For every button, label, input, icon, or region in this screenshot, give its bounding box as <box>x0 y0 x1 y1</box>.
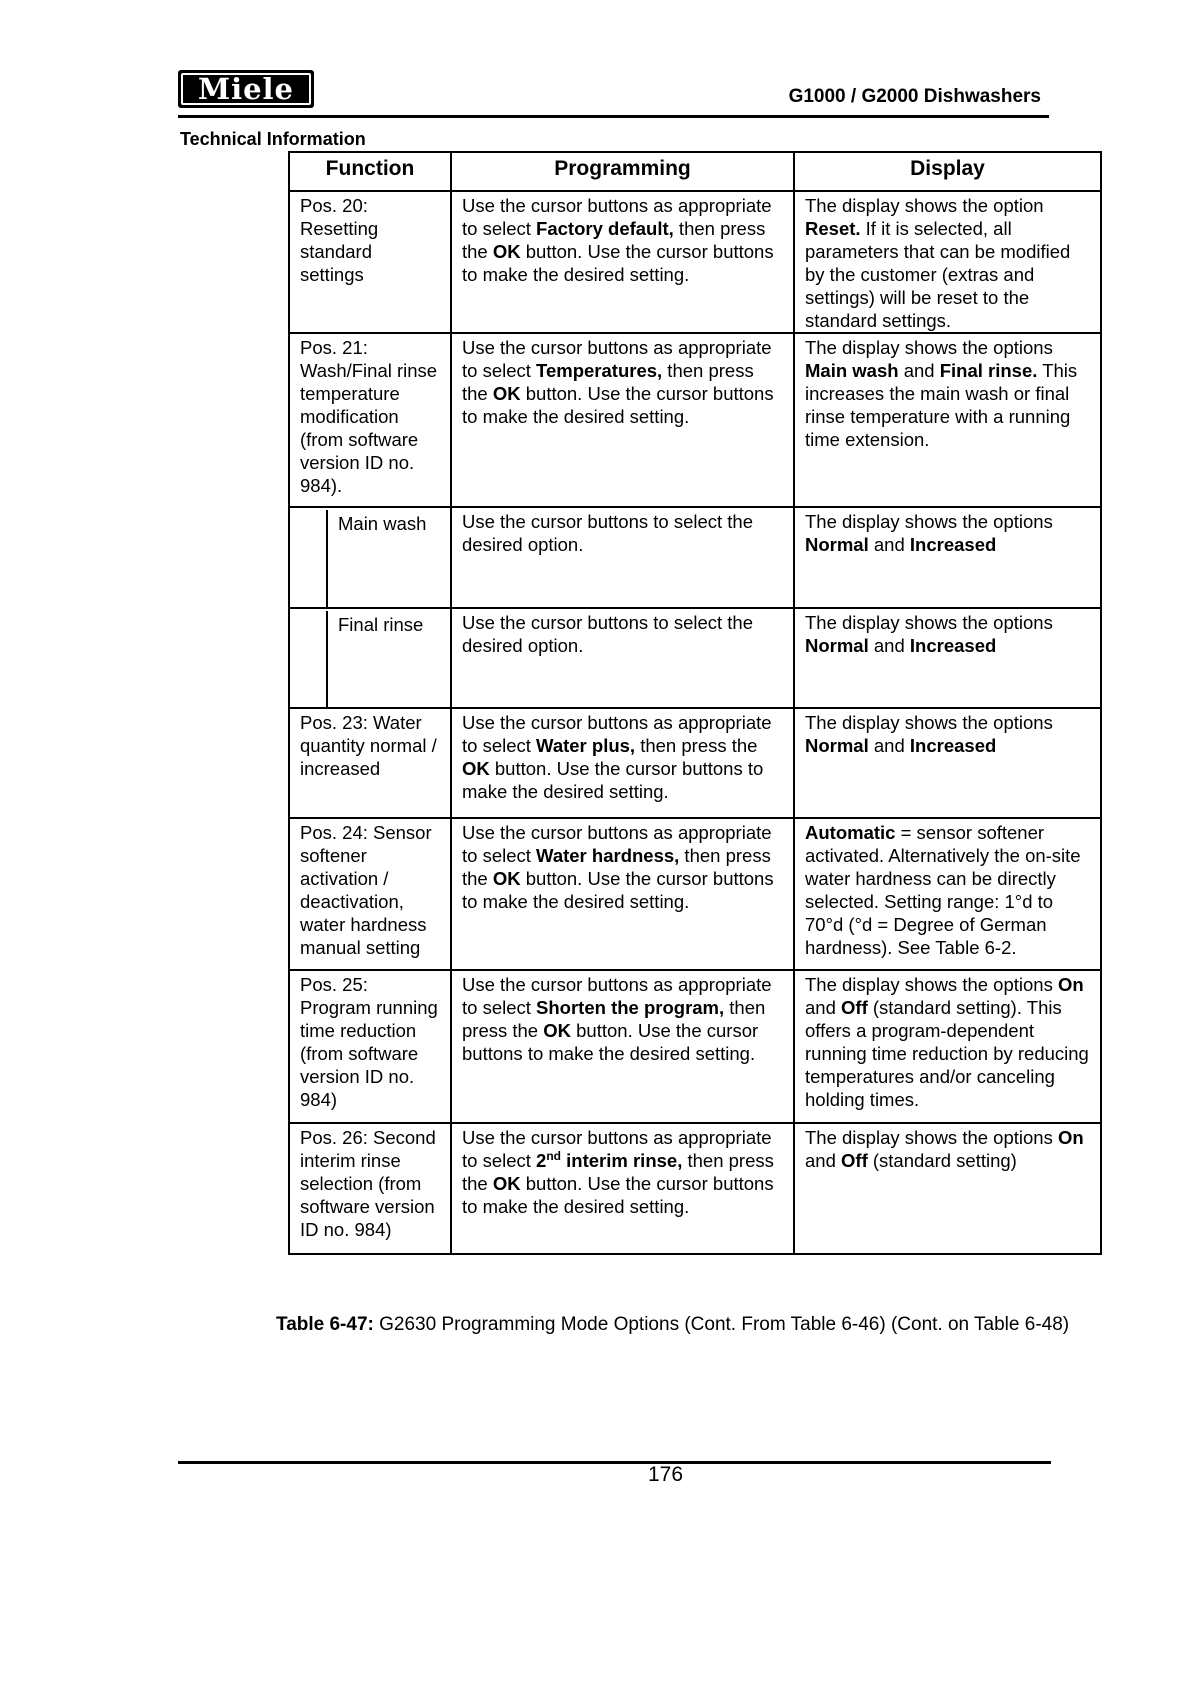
section-title: Technical Information <box>180 129 366 149</box>
function-cell: Pos. 20: Resetting standard settings <box>289 191 451 333</box>
sub-function-label: Final rinse <box>338 614 424 635</box>
text-run: Use the cursor buttons as appropriate to select <box>462 974 772 1018</box>
bold-text: Off <box>841 997 868 1018</box>
bold-text: OK <box>462 758 490 779</box>
bold-text: Temperatures, <box>536 360 663 381</box>
display-cell <box>794 333 1101 507</box>
programming-cell <box>451 708 794 818</box>
display-cell <box>794 708 1101 818</box>
bold-text: Shorten the program, <box>536 997 725 1018</box>
bold-text: Water plus, <box>536 735 636 756</box>
text-run: button. Use the cursor buttons to make the desired setting. <box>462 1173 774 1217</box>
sub-function-label: Main wash <box>338 513 427 534</box>
bold-text: Increased <box>909 735 997 756</box>
document-title: G1000 / G2000 Dishwashers <box>788 86 1041 107</box>
bold-text: On <box>1057 1127 1084 1148</box>
programming-cell <box>451 1123 794 1254</box>
table-row <box>289 608 1101 708</box>
bold-text: 2 <box>536 1150 547 1171</box>
text-run: then press the <box>462 845 771 889</box>
text-run: (standard setting). This offers a program-dependent running time reduction by reducing temperatures and/or canceling holding times. <box>805 997 1089 1110</box>
programming-cell <box>451 818 794 970</box>
programming-cell <box>451 333 794 507</box>
text-run: Use the cursor buttons as appropriate to select <box>462 195 772 239</box>
caption-label: Table 6-47: <box>276 1314 374 1335</box>
function-cell <box>289 507 451 608</box>
text-run: button. Use the cursor buttons to make the desired setting. <box>462 758 764 802</box>
bold-text: Increased <box>909 534 997 555</box>
bold-text: OK <box>492 868 521 889</box>
text-run: then press the <box>462 218 766 262</box>
text-run: button. Use the cursor buttons to make the desired setting. <box>462 241 774 285</box>
text-run: Use the cursor buttons to select the desired option. <box>462 612 754 656</box>
programming-cell <box>451 970 794 1123</box>
bold-text: Factory default, <box>536 218 674 239</box>
display-cell <box>794 970 1101 1123</box>
text-run: button. Use the cursor buttons to make the desired setting. <box>462 1020 759 1064</box>
text-run: and <box>805 1150 842 1171</box>
text-run: The display shows the options <box>805 511 1053 532</box>
text-run: This increases the main wash or final rinse temperature with a running time extension. <box>805 360 1078 450</box>
text-run: The display shows the options <box>805 712 1053 733</box>
function-cell: Pos. 23: Water quantity normal / increased <box>289 708 451 818</box>
programming-cell <box>451 608 794 708</box>
table-row <box>289 507 1101 608</box>
table-row <box>289 191 1101 333</box>
bold-text: OK <box>492 383 521 404</box>
superscript-text: nd <box>546 1148 562 1163</box>
text-run: and <box>898 360 940 381</box>
function-cell: Pos. 25: Program running time reduction (from software version ID no. 984) <box>289 970 451 1123</box>
miele-logo <box>178 70 314 108</box>
table-header-row <box>289 152 1101 191</box>
bold-text: Automatic <box>805 822 896 843</box>
table-row <box>289 818 1101 970</box>
text-run: then press the <box>635 735 758 756</box>
header-programming: Programming <box>451 152 794 191</box>
bold-text: Main wash <box>805 360 899 381</box>
text-run: Use the cursor buttons as appropriate to select <box>462 337 772 381</box>
function-cell: Pos. 24: Sensor softener activation / deactivation, water hardness manual setting <box>289 818 451 970</box>
bold-text: Off <box>841 1150 868 1171</box>
text-run: The display shows the option <box>805 195 1044 216</box>
function-cell: Pos. 21: Wash/Final rinse temperature modification (from software version ID no. 984). <box>289 333 451 507</box>
bold-text: On <box>1057 974 1084 995</box>
text-run: If it is selected, all parameters that can be modified by the customer (extras and settings) will be reset to the standard settings. <box>805 218 1071 331</box>
table-row <box>289 333 1101 507</box>
bold-text: Increased <box>909 635 997 656</box>
text-run: The display shows the options <box>805 337 1053 358</box>
text-run: The display shows the options <box>805 612 1053 633</box>
text-run: and <box>868 735 910 756</box>
text-run: The display shows the options <box>805 1127 1058 1148</box>
table-row <box>289 1123 1101 1254</box>
text-run: then press the <box>462 360 754 404</box>
function-cell: Pos. 26: Second interim rinse selection (from software version ID no. 984) <box>289 1123 451 1254</box>
display-cell <box>794 191 1101 333</box>
caption-text: G2630 Programming Mode Options (Cont. From Table 6-46) (Cont. on Table 6-48) <box>373 1314 1070 1335</box>
programming-cell <box>451 507 794 608</box>
bold-text: OK <box>492 1173 521 1194</box>
text-run: button. Use the cursor buttons to make the desired setting. <box>462 868 774 912</box>
text-run: Use the cursor buttons as appropriate to select <box>462 1127 772 1171</box>
display-cell <box>794 608 1101 708</box>
footer-divider <box>178 1461 1051 1464</box>
text-run: The display shows the options <box>805 974 1058 995</box>
header-divider <box>178 115 1049 118</box>
function-cell <box>289 608 451 708</box>
text-run: then press the <box>462 997 766 1041</box>
bold-text: Water hardness, <box>536 845 680 866</box>
text-run: = sensor softener activated. Alternatively the on-site water hardness can be directly selected. Setting range: 1°d to 70°d (°d = Degree of German hardness). See Table 6-2. <box>805 822 1081 958</box>
header-function: Function <box>289 152 451 191</box>
table-caption <box>276 1314 1069 1336</box>
text-run: Use the cursor buttons to select the desired option. <box>462 511 754 555</box>
text-run: Use the cursor buttons as appropriate to select <box>462 712 772 756</box>
programming-cell <box>451 191 794 333</box>
text-run: and <box>868 534 910 555</box>
bold-text: Normal <box>805 534 869 555</box>
logo-text: Miele <box>181 73 311 105</box>
header-display: Display <box>794 152 1101 191</box>
table-body <box>289 191 1101 1254</box>
text-run: button. Use the cursor buttons to make the desired setting. <box>462 383 774 427</box>
bold-text: Reset. <box>805 218 861 239</box>
sub-row-indent <box>300 611 328 707</box>
table-row <box>289 970 1101 1123</box>
text-run: then press the <box>462 1150 774 1194</box>
text-run: (standard setting) <box>867 1150 1017 1171</box>
bold-text: Normal <box>805 735 869 756</box>
text-run: and <box>868 635 910 656</box>
sub-row-indent <box>300 510 328 607</box>
text-run: and <box>805 997 842 1018</box>
programming-options-table <box>288 151 1102 1255</box>
bold-text: OK <box>492 241 521 262</box>
text-run: Use the cursor buttons as appropriate to select <box>462 822 772 866</box>
bold-text: interim rinse, <box>561 1150 683 1171</box>
display-cell <box>794 1123 1101 1254</box>
bold-text: Normal <box>805 635 869 656</box>
bold-text: Final rinse. <box>939 360 1038 381</box>
bold-text: OK <box>543 1020 571 1041</box>
display-cell <box>794 507 1101 608</box>
table-row <box>289 708 1101 818</box>
display-cell <box>794 818 1101 970</box>
page-number: 176 <box>648 1463 684 1486</box>
